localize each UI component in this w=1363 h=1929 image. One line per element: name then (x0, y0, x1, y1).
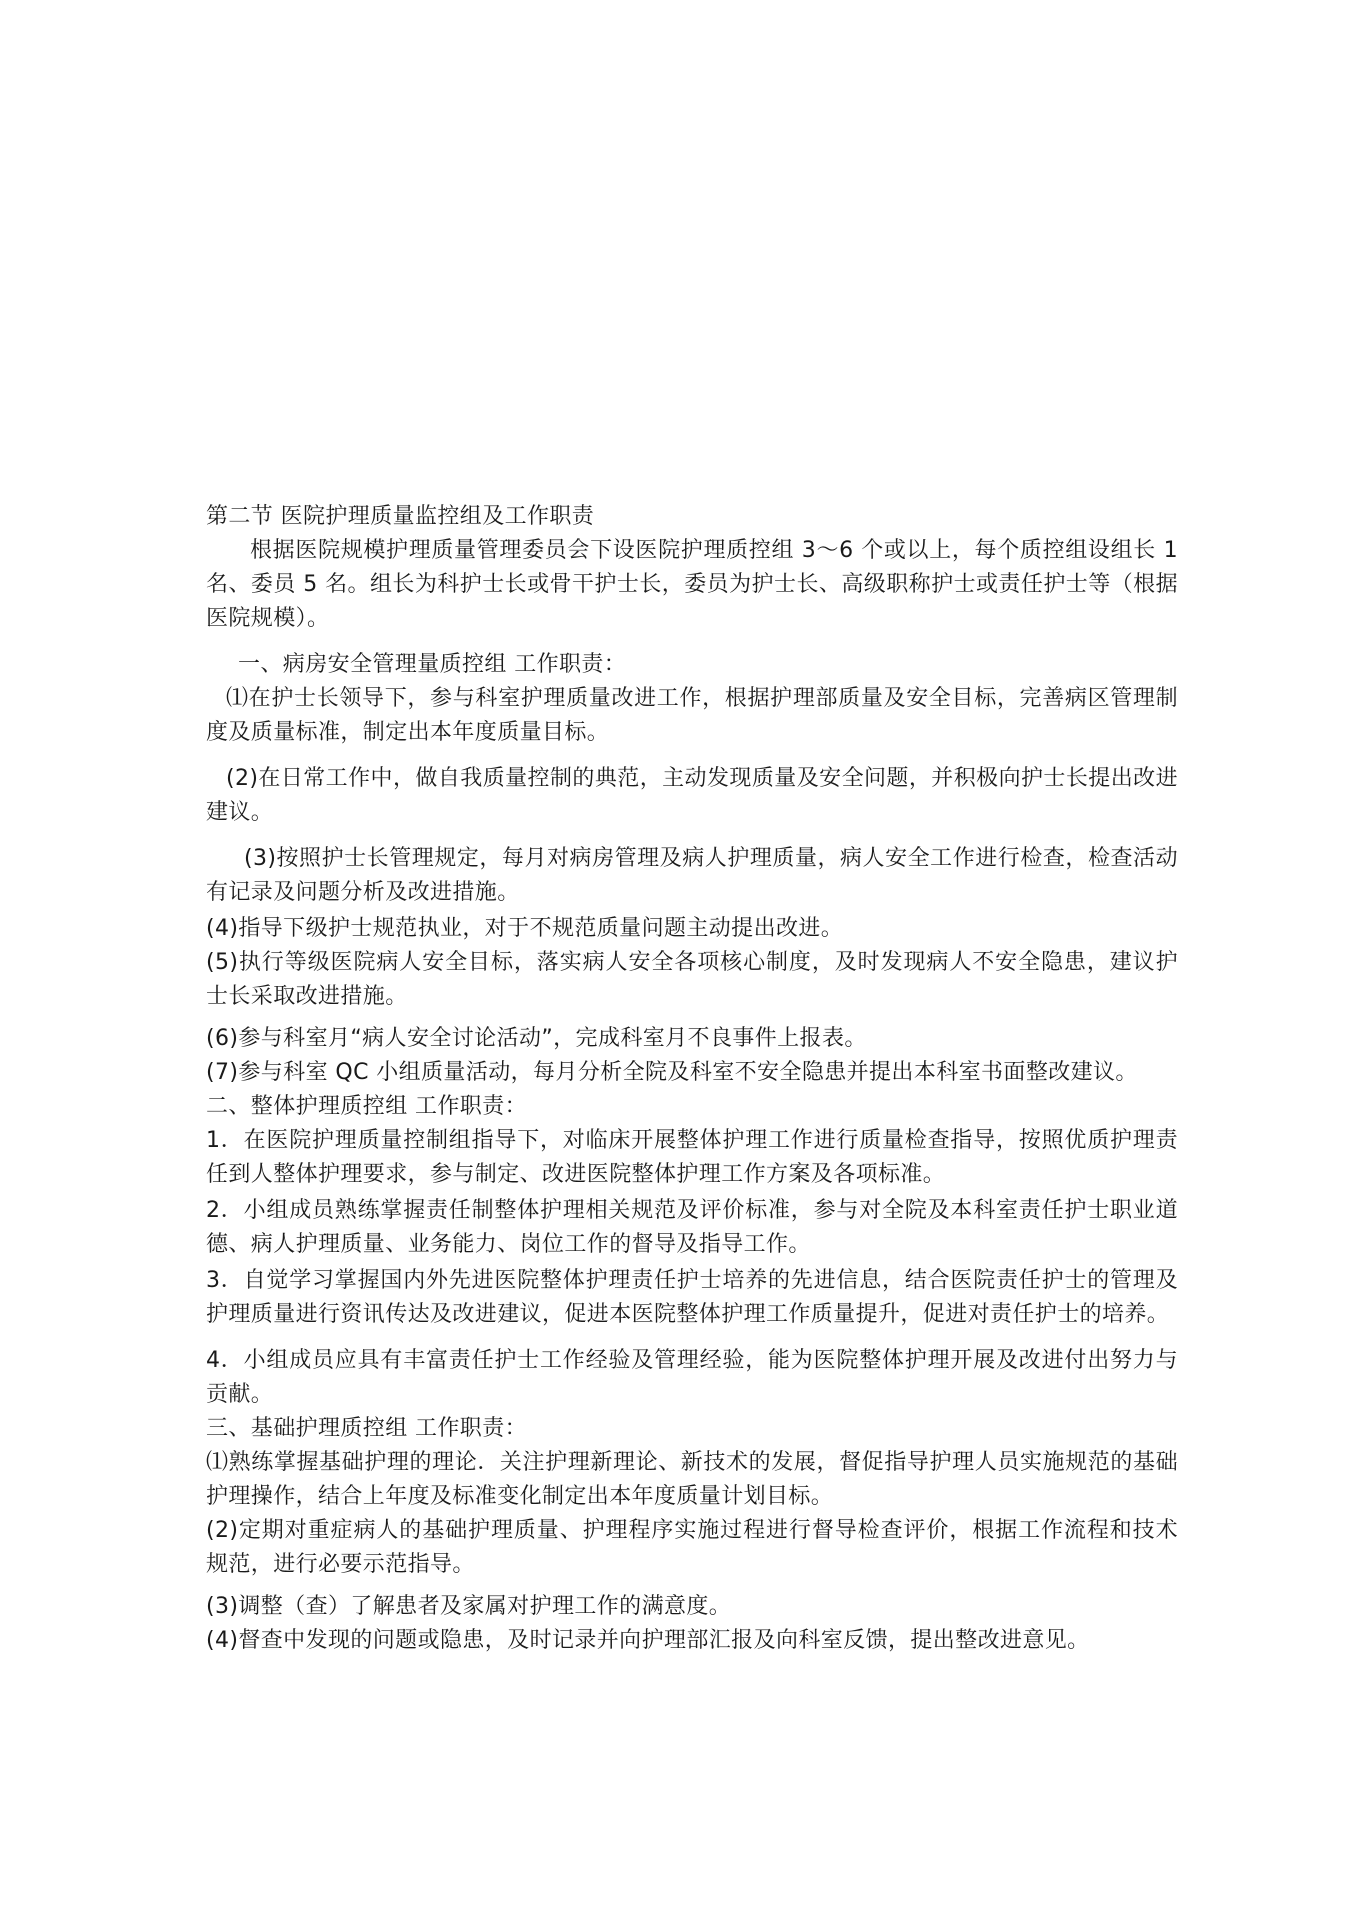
group3-item-2: (2)定期对重症病人的基础护理质量、护理程序实施过程进行督导检查评价，根据工作流程和技术规范，进行必要示范指导。 (206, 1518, 1178, 1577)
group2-item-2: 2．小组成员熟练掌握责任制整体护理相关规范及评价标准，参与对全院及本科室责任护士职业道德、病人护理质量、业务能力、岗位工作的督导及指导工作。 (206, 1198, 1178, 1257)
group1-item-1: ⑴在护士长领导下，参与科室护理质量改进工作，根据护理部质量及安全目标，完善病区管理制度及质量标准，制定出本年度质量目标。 (206, 686, 1178, 745)
group3-heading: 三、基础护理质控组 工作职责： (206, 1416, 527, 1441)
group2-item-3: 3．自觉学习掌握国内外先进医院整体护理责任护士培养的先进信息，结合医院责任护士的管理及护理质量进行资讯传达及改进建议，促进本医院整体护理工作质量提升，促进对责任护士的培养。 (206, 1268, 1178, 1327)
group2-item-1: 1．在医院护理质量控制组指导下，对临床开展整体护理工作进行质量检查指导，按照优质护理责任到人整体护理要求，参与制定、改进医院整体护理工作方案及各项标准。 (206, 1128, 1178, 1187)
group1-item-6: (6)参与科室月“病人安全讨论活动”，完成科室月不良事件上报表。 (206, 1026, 867, 1051)
intro-paragraph: 根据医院规模护理质量管理委员会下设医院护理质控组 3～6 个或以上，每个质控组设组长 1 名、委员 5 名。组长为科护士长或骨干护士长，委员为护士长、高级职称护士或责任护士等（根据医院规模）。 (206, 538, 1178, 631)
group3-item-4: (4)督查中发现的问题或隐患，及时记录并向护理部汇报及向科室反馈，提出整改进意见。 (206, 1628, 1090, 1653)
group2-heading: 二、整体护理质控组 工作职责： (206, 1094, 527, 1119)
group1-item-4: (4)指导下级护士规范执业，对于不规范质量问题主动提出改进。 (206, 916, 844, 941)
group1-item-7: (7)参与科室 QC 小组质量活动，每月分析全院及科室不安全隐患并提出本科室书面整改建议。 (206, 1060, 1138, 1085)
group3-item-1: ⑴熟练掌握基础护理的理论．关注护理新理论、新技术的发展，督促指导护理人员实施规范的基础护理操作，结合上年度及标准变化制定出本年度质量计划目标。 (206, 1450, 1178, 1509)
group1-heading: 一、病房安全管理量质控组 工作职责： (238, 652, 627, 677)
group1-item-5: (5)执行等级医院病人安全目标，落实病人安全各项核心制度，及时发现病人不安全隐患，建议护士长采取改进措施。 (206, 950, 1178, 1009)
document-body (206, 500, 1178, 1658)
group2-item-4: 4．小组成员应具有丰富责任护士工作经验及管理经验，能为医院整体护理开展及改进付出努力与贡献。 (206, 1348, 1178, 1407)
group1-item-3: (3)按照护士长管理规定，每月对病房管理及病人护理质量，病人安全工作进行检查，检查活动有记录及问题分析及改进措施。 (206, 846, 1178, 905)
section-title: 第二节 医院护理质量监控组及工作职责 (206, 504, 595, 529)
group3-item-3: (3)调整（查）了解患者及家属对护理工作的满意度。 (206, 1594, 732, 1619)
group1-item-2: (2)在日常工作中，做自我质量控制的典范，主动发现质量及安全问题，并积极向护士长提出改进建议。 (206, 766, 1178, 825)
